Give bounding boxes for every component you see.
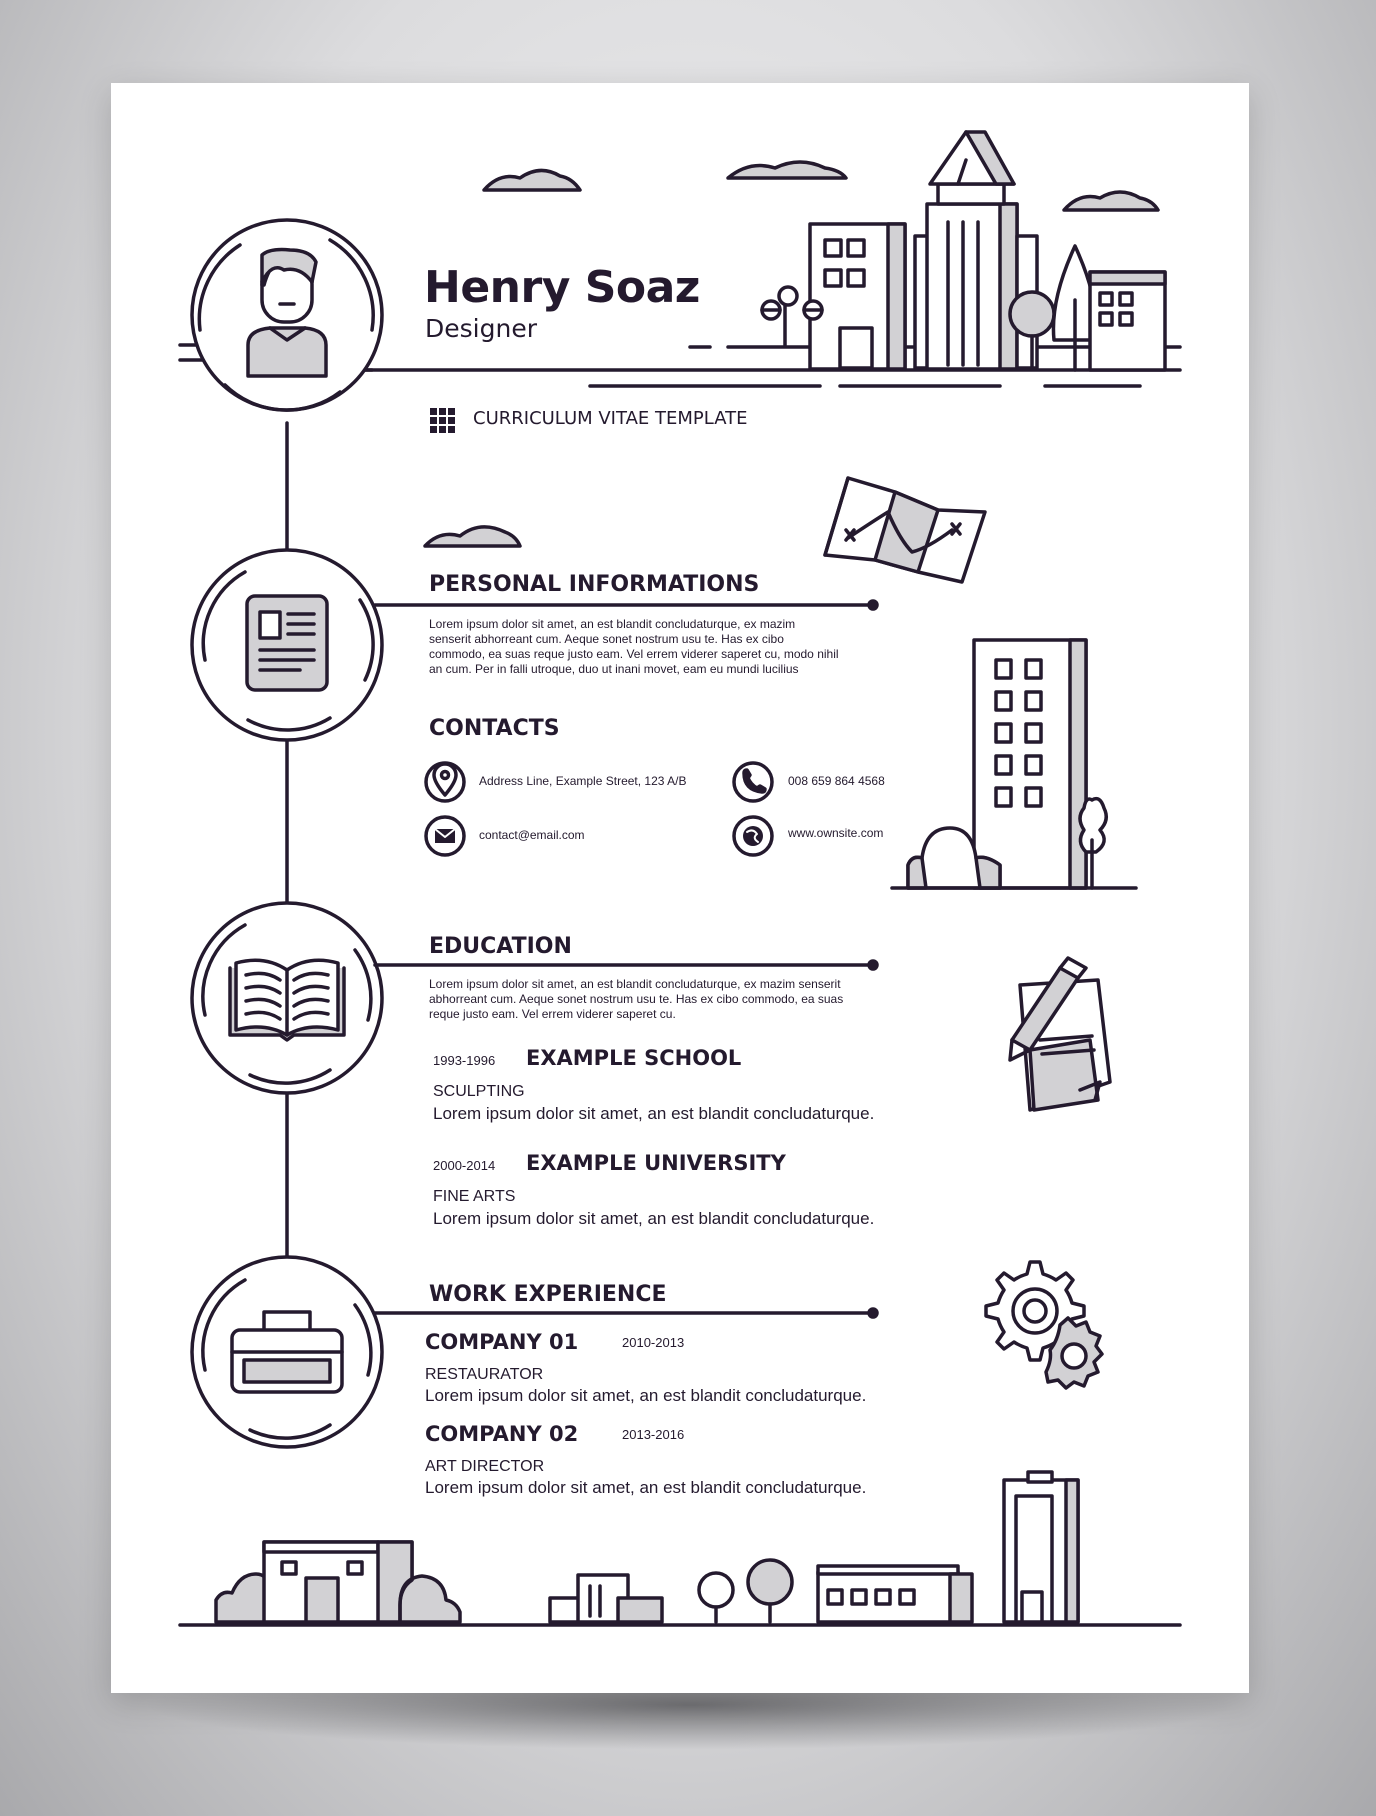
personal-paragraph (429, 617, 899, 677)
section-title-education: EDUCATION (429, 934, 572, 959)
work-years: 2010-2013 (622, 1335, 685, 1350)
education-years: 1993-1996 (433, 1053, 496, 1068)
contact-email[interactable]: contact@email.com (479, 828, 585, 842)
envelope-icon (426, 817, 464, 855)
paragraph-line: commodo, ea suas reque justo eam. Vel errem viderer saperet cu, modo nihil (429, 647, 839, 661)
education-description: Lorem ipsum dolor sit amet, an est blandit concludaturque. (433, 1209, 875, 1228)
section-title-personal: PERSONAL INFORMATIONS (429, 572, 760, 597)
building-icon (892, 640, 1136, 888)
work-description: Lorem ipsum dolor sit amet, an est blandit concludaturque. (425, 1386, 867, 1405)
education-description: Lorem ipsum dolor sit amet, an est blandit concludaturque. (433, 1104, 875, 1123)
education-years: 2000-2014 (433, 1158, 496, 1173)
education-school: EXAMPLE UNIVERSITY (526, 1151, 786, 1175)
person-role: Designer (425, 314, 537, 343)
work-position: ART DIRECTOR (425, 1458, 545, 1475)
paragraph-line: abhorreant cum. Aeque sonet nostrum usu te. Has ex cibo commodo, ea suas (429, 992, 844, 1006)
work-years: 2013-2016 (622, 1427, 685, 1442)
education-field: FINE ARTS (433, 1188, 516, 1205)
contact-address: Address Line, Example Street, 123 A/B (479, 774, 687, 788)
location-pin-icon (426, 763, 464, 801)
person-name: Henry Soaz (424, 262, 700, 313)
contact-website[interactable]: www.ownsite.com (788, 826, 884, 840)
section-title-contacts: CONTACTS (429, 716, 560, 741)
paragraph-line: an cum. Per in falli utroque, duo ut inani movet, eam eu mundi lucilius (429, 662, 799, 676)
education-paragraph (429, 977, 899, 1022)
open-book-icon (230, 960, 344, 1040)
globe-icon (734, 817, 772, 855)
grid-icon (430, 408, 455, 433)
pencil-paper-icon (1010, 958, 1110, 1110)
paragraph-line: Lorem ipsum dolor sit amet, an est blandit concludaturque, ex mazim senserit (429, 977, 841, 991)
contact-phone: 008 659 864 4568 (788, 774, 885, 788)
work-company: COMPANY 02 (425, 1422, 579, 1446)
work-description: Lorem ipsum dolor sit amet, an est blandit concludaturque. (425, 1478, 867, 1497)
phone-icon (734, 763, 772, 801)
template-label: CURRICULUM VITAE TEMPLATE (473, 408, 748, 429)
education-field: SCULPTING (433, 1083, 525, 1100)
cloud-icon (425, 162, 1158, 546)
work-company: COMPANY 01 (425, 1330, 579, 1354)
work-position: RESTAURATOR (425, 1366, 544, 1383)
section-title-work: WORK EXPERIENCE (429, 1282, 667, 1307)
paragraph-line: reque justo eam. Vel errem viderer saperet cu. (429, 1007, 676, 1021)
education-school: EXAMPLE SCHOOL (526, 1046, 742, 1070)
id-card-icon (247, 596, 327, 690)
paragraph-line: Lorem ipsum dolor sit amet, an est blandit concludaturque, ex mazim (429, 617, 796, 631)
paragraph-line: senserit abhorreant cum. Aeque sonet nostrum usu te. Has ex cibo (429, 632, 784, 646)
map-icon (825, 478, 985, 582)
gears-icon (986, 1262, 1102, 1388)
